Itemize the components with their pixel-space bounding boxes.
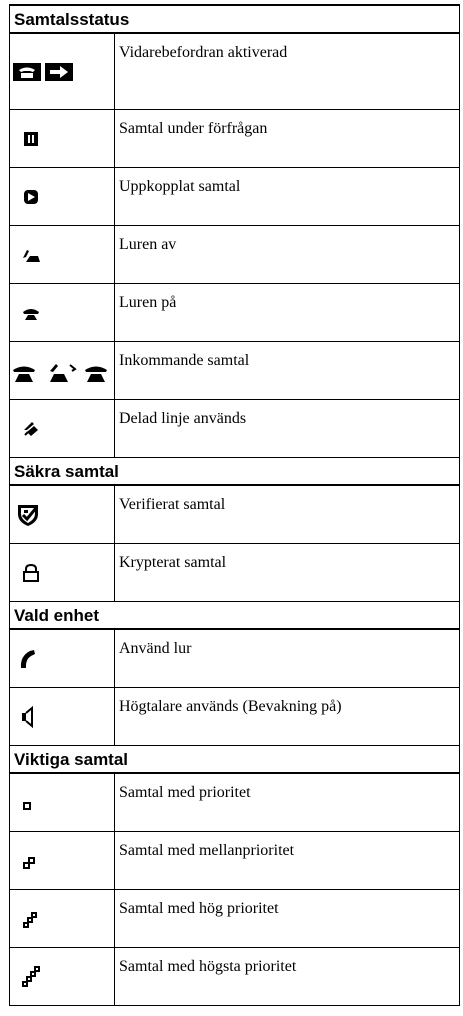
- row-label: Luren av: [119, 236, 177, 253]
- table-row: [9, 544, 460, 602]
- table-row: [9, 168, 460, 226]
- row-label: Samtal under förfrågan: [119, 120, 268, 137]
- section-title-viktiga-samtal: Viktiga samtal: [9, 746, 460, 774]
- section-title-samtalsstatus: Samtalsstatus: [9, 6, 460, 34]
- row-label: Högtalare används (Bevakning på): [119, 698, 342, 715]
- table-row: [9, 688, 460, 746]
- table-row: [9, 342, 460, 400]
- table-row: [9, 774, 460, 832]
- shared-line-icon: [10, 400, 115, 457]
- row-label: Krypterat samtal: [119, 554, 227, 571]
- row-label: Luren på: [119, 294, 177, 311]
- table-row: [9, 630, 460, 688]
- table-row: [9, 948, 460, 1006]
- table-row: [9, 110, 460, 168]
- highest-priority-icon: [10, 948, 115, 1005]
- row-label: Samtal med prioritet: [119, 784, 251, 801]
- call-forward-icon: [10, 34, 115, 109]
- high-priority-icon: [10, 890, 115, 947]
- row-label: Vidarebefordran aktiverad: [119, 44, 288, 61]
- table-row: [9, 486, 460, 544]
- row-label: Inkommande samtal: [119, 352, 250, 369]
- verified-call-icon: [10, 486, 115, 543]
- table-row: [9, 400, 460, 458]
- priority-icon: [10, 774, 115, 831]
- table-row: [9, 284, 460, 342]
- icon-reference-table: [9, 4, 460, 1006]
- section-title-vald-enhet: Vald enhet: [9, 602, 460, 630]
- row-label: Samtal med hög prioritet: [119, 900, 279, 917]
- table-row: [9, 890, 460, 948]
- off-hook-icon: [10, 226, 115, 283]
- handset-icon: [10, 630, 115, 687]
- row-label: Samtal med högsta prioritet: [119, 958, 297, 975]
- table-row: [9, 34, 460, 110]
- row-label: Använd lur: [119, 640, 192, 657]
- on-hook-icon: [10, 284, 115, 341]
- row-label: Uppkopplat samtal: [119, 178, 241, 195]
- incoming-call-icon: [10, 342, 115, 399]
- table-row: [9, 832, 460, 890]
- call-hold-icon: [10, 110, 115, 167]
- table-row: [9, 226, 460, 284]
- row-label: Samtal med mellanprioritet: [119, 842, 295, 859]
- section-title-sakra-samtal: Säkra samtal: [9, 458, 460, 486]
- connected-call-icon: [10, 168, 115, 225]
- row-label: Delad linje används: [119, 410, 247, 427]
- speaker-icon: [10, 688, 115, 745]
- row-label: Verifierat samtal: [119, 496, 226, 513]
- medium-priority-icon: [10, 832, 115, 889]
- encrypted-call-icon: [10, 544, 115, 601]
